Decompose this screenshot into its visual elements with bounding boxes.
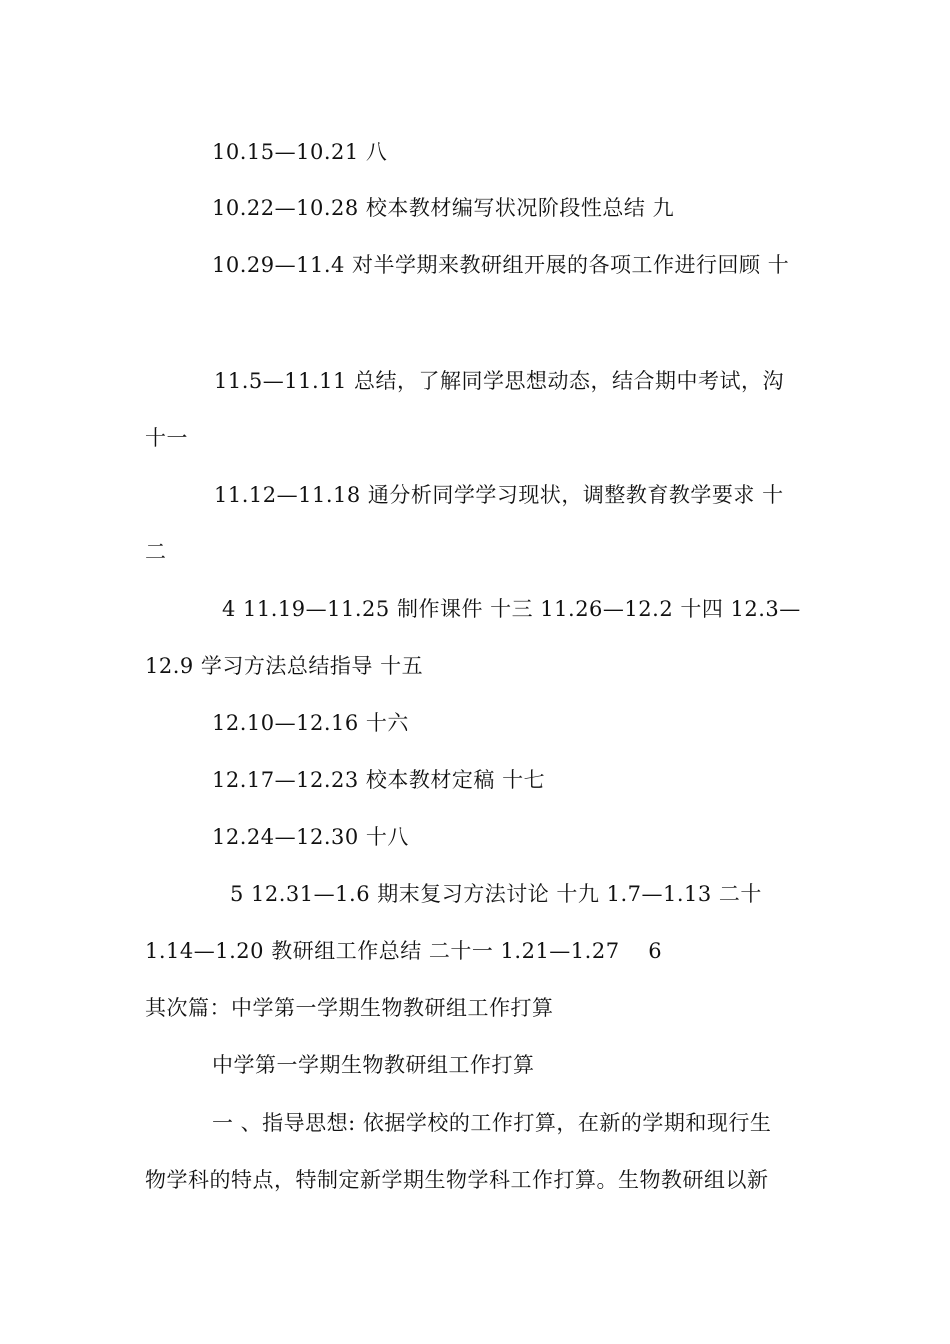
document-title: 中学第一学期生物教研组工作打算 [212, 1053, 535, 1077]
schedule-line-week-17: 12.17—12.23 校本教材定稿 十七 [212, 768, 546, 792]
schedule-line-week-11-label: 十一 [145, 426, 188, 450]
schedule-line-week-10: 10.29—11.4 对半学期来教研组开展的各项工作进行回顾 十 [212, 253, 790, 277]
schedule-line-week-11: 11.5—11.11 总结，了解同学思想动态，结合期中考试，沟 [214, 369, 785, 393]
schedule-line-weeks-13-15: 4 11.19—11.25 制作课件 十三 11.26—12.2 十四 12.3— [222, 597, 801, 621]
schedule-line-weeks-15-cont: 12.9 学习方法总结指导 十五 [145, 654, 424, 678]
schedule-line-weeks-19-20: 5 12.31—1.6 期末复习方法讨论 十九 1.7—1.13 二十 [230, 882, 762, 906]
schedule-line-weeks-21: 1.14—1.20 教研组工作总结 二十一 1.21—1.27 6 [145, 939, 663, 963]
guiding-idea-paragraph-line-1: 一 、指导思想: 依据学校的工作打算，在新的学期和现行生 [212, 1111, 772, 1135]
schedule-line-week-18: 12.24—12.30 十八 [212, 825, 409, 849]
schedule-line-week-12-label: 二 [145, 540, 167, 564]
schedule-line-week-12: 11.12—11.18 通分析同学学习现状，调整教育教学要求 十 [214, 483, 784, 507]
section-heading: 其次篇：中学第一学期生物教研组工作打算 [145, 996, 554, 1020]
schedule-line-week-16: 12.10—12.16 十六 [212, 711, 409, 735]
schedule-line-week-9: 10.22—10.28 校本教材编写状况阶段性总结 九 [212, 196, 675, 220]
guiding-idea-paragraph-line-2: 物学科的特点，特制定新学期生物学科工作打算。生物教研组以新 [145, 1168, 769, 1192]
schedule-line-week-8: 10.15—10.21 八 [212, 140, 388, 164]
